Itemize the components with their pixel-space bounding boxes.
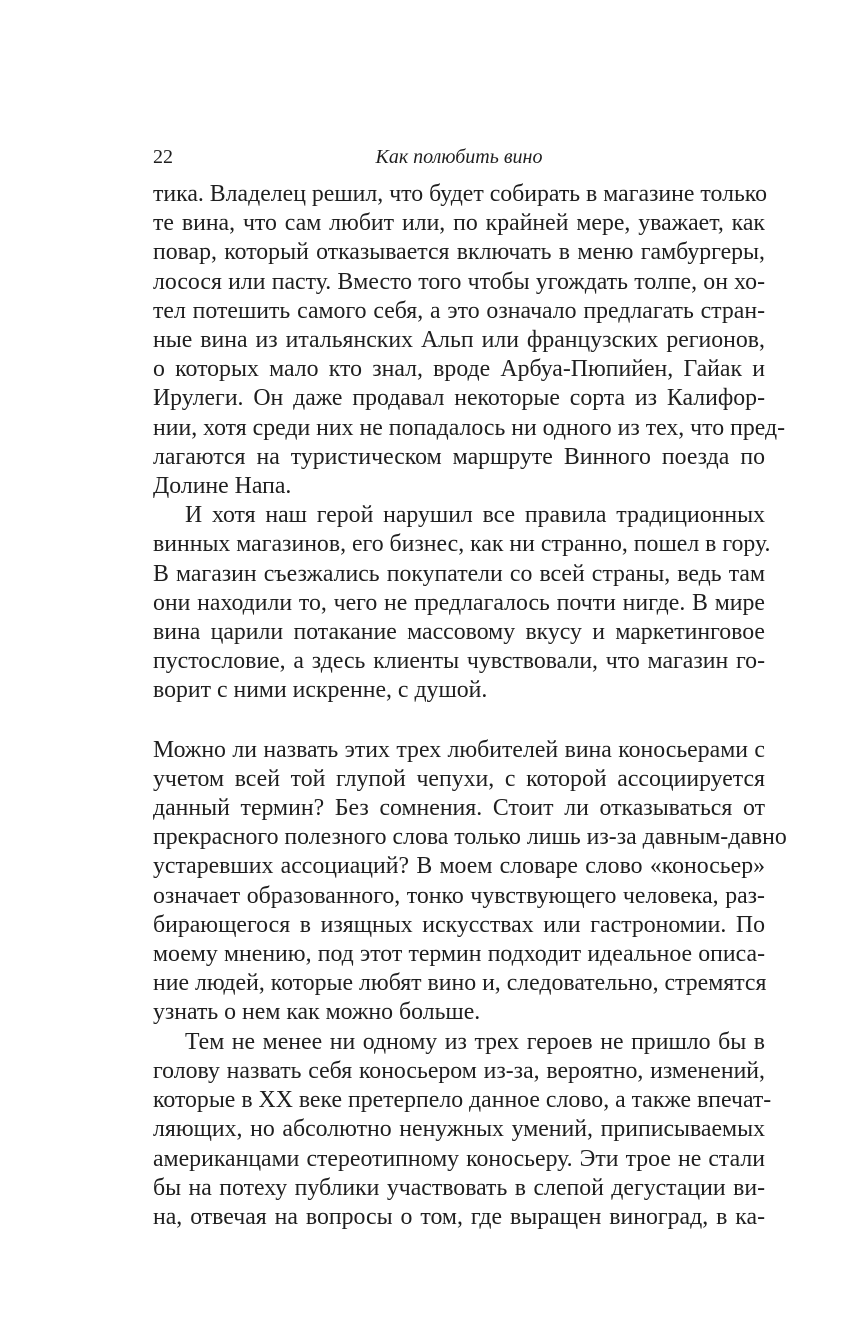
paragraph-4	[153, 1028, 772, 1232]
text-line: тика. Владелец решил, что будет собирать в магазине только	[153, 181, 768, 207]
text-line: моему мнению, под этот термин подходит идеальное описа-	[153, 941, 765, 968]
text-line: пустословие, а здесь клиенты чувствовали, что магазин го-	[153, 648, 765, 675]
text-line: вина царили потакание массовому вкусу и маркетинговое	[153, 619, 765, 646]
text-line: учетом всей той глупой чепухи, с которой ассоциируется	[153, 765, 765, 792]
text-line: бы на потеху публики участвовать в слепой дегустации ви-	[153, 1174, 765, 1201]
text-line: те вина, что сам любит или, по крайней мере, уважает, как	[153, 210, 765, 237]
text-line: нии, хотя среди них не попадалось ни одного из тех, что пред-	[153, 414, 785, 441]
text-line: В магазин съезжались покупатели со всей страны, ведь там	[153, 560, 765, 587]
book-page	[153, 140, 787, 1232]
text-line: повар, который отказывается включать в меню гамбургеры,	[153, 239, 765, 266]
text-line: о которых мало кто знал, вроде Арбуа-Пюпийен, Гайак и	[153, 356, 765, 383]
paragraph-3	[153, 736, 787, 1028]
text-line: на, отвечая на вопросы о том, где выращен виноград, в ка-	[153, 1203, 765, 1230]
text-line: которые в XX веке претерпело данное слово, а также впечат-	[153, 1087, 772, 1114]
text-line: они находили то, чего не предлагалось почти нигде. В мире	[153, 589, 765, 616]
text-line: лосося или пасту. Вместо того чтобы угождать толпе, он хо-	[153, 268, 765, 295]
text-line: Тем не менее ни одному из трех героев не пришло бы в	[185, 1028, 765, 1055]
text-line: ворит с ними искренне, с душой.	[153, 677, 488, 704]
book-title: Как полюбить вино	[375, 146, 543, 168]
paragraph-2	[153, 501, 771, 705]
paragraph-1	[153, 180, 785, 501]
text-line: бирающегося в изящных искусствах или гастрономии. По	[153, 911, 765, 938]
text-line: тел потешить самого себя, а это означало предлагать стран-	[153, 297, 765, 324]
text-line: винных магазинов, его бизнес, как ни странно, пошел в гору.	[153, 531, 771, 558]
text-line: И хотя наш герой нарушил все правила традиционных	[185, 502, 765, 529]
text-line: ные вина из итальянских Альп или французских регионов,	[153, 327, 765, 354]
text-line: данный термин? Без сомнения. Стоит ли отказываться от	[153, 795, 765, 822]
text-line: ние людей, которые любят вино и, следовательно, стремятся	[153, 970, 767, 997]
text-line: устаревших ассоциаций? В моем словаре слово «коносьер»	[153, 853, 765, 880]
text-line: прекрасного полезного слова только лишь из-за давным-давно	[153, 824, 787, 851]
text-line: американцами стереотипному коносьеру. Эти трое не стали	[153, 1145, 765, 1172]
text-line: Ирулеги. Он даже продавал некоторые сорта из Калифор-	[153, 385, 765, 412]
text-line: голову назвать себя коносьером из-за, вероятно, изменений,	[153, 1057, 765, 1084]
text-line: Долине Напа.	[153, 473, 292, 500]
text-line: узнать о нем как можно больше.	[153, 999, 481, 1026]
text-line: Можно ли назвать этих трех любителей вина коносьерами с	[153, 736, 765, 763]
page-number: 22	[153, 146, 173, 168]
text-line: означает образованного, тонко чувствующего человека, раз-	[153, 882, 765, 909]
running-head	[153, 140, 765, 180]
text-line: ляющих, но абсолютно ненужных умений, приписываемых	[153, 1116, 765, 1143]
body-text	[153, 180, 787, 1232]
text-line: лагаются на туристическом маршруте Винного поезда по	[153, 443, 765, 470]
section-break	[153, 706, 765, 736]
